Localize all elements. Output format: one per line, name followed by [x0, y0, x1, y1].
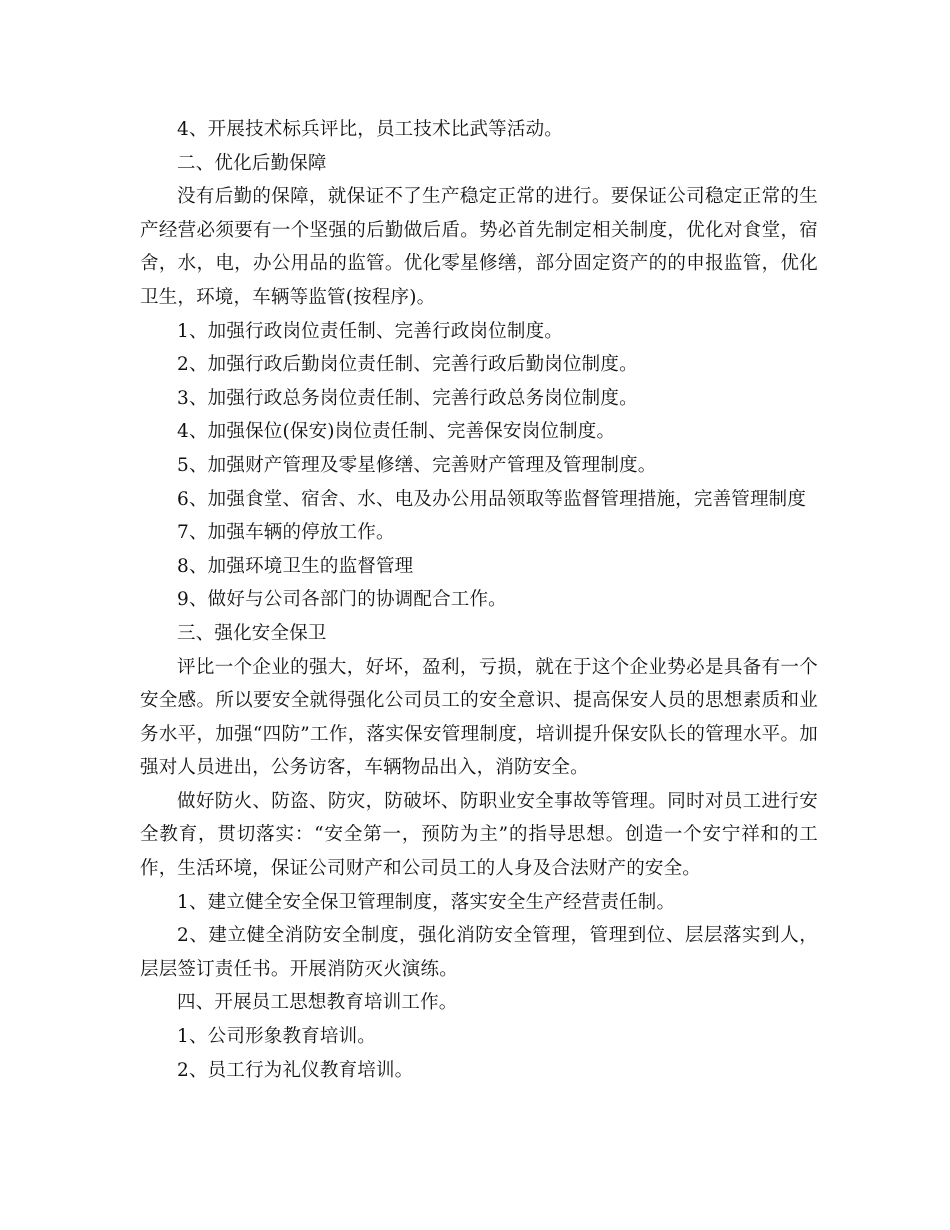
- list-item: 1、加强行政岗位责任制、完善行政岗位制度。: [177, 320, 563, 342]
- section-heading: 三、强化安全保卫: [177, 622, 327, 644]
- document-body: [140, 113, 818, 1087]
- list-item: 2、加强行政后勤岗位责任制、完善行政后勤岗位制度。: [177, 354, 638, 376]
- list-item: 4、加强保位(保安)岗位责任制、完善保安岗位制度。: [177, 421, 616, 443]
- list-item: 3、加强行政总务岗位责任制、完善行政总务岗位制度。: [177, 387, 638, 409]
- section-heading: 二、优化后勤保障: [177, 152, 327, 174]
- list-item: 1、建立健全安全保卫管理制度，落实安全生产经营责任制。: [177, 891, 676, 913]
- body-paragraph: 评比一个企业的强大，好坏，盈利，亏损，就在于这个企业势必是具备有一个安全感。所以要安全就得强化公司员工的安全意识、提高保安人员的思想素质和业务水平，加强“四防”工作，落实保安管理制度，培训提升保安队长的管理水平。加强对人员进出，公务访客，车辆物品出入，消防安全。: [140, 656, 818, 779]
- list-item: 1、公司形象教育培训。: [177, 1026, 376, 1048]
- section-heading: 四、开展员工思想教育培训工作。: [177, 992, 458, 1014]
- list-item: 7、加强车辆的停放工作。: [177, 522, 395, 544]
- body-paragraph: 没有后勤的保障，就保证不了生产稳定正常的进行。要保证公司稳定正常的生产经营必须要有一个坚强的后勤做后盾。势必首先制定相关制度，优化对食堂，宿舍，水，电，办公用品的监管。优化零星修缮，部分固定资产的的申报监管，优化卫生，环境，车辆等监管(按程序)。: [140, 186, 818, 308]
- list-item: 2、员工行为礼仪教育培训。: [177, 1059, 414, 1081]
- list-item: 4、开展技术标兵评比，员工技术比武等活动。: [177, 119, 563, 140]
- body-paragraph: 做好防火、防盗、防灾，防破坏、防职业安全事故等管理。同时对员工进行安全教育，贯切落实：“安全第一，预防为主”的指导思想。创造一个安宁祥和的工作，生活环境，保证公司财产和公司员工的人身及合法财产的安全。: [140, 790, 818, 880]
- list-item: 9、做好与公司各部门的协调配合工作。: [177, 589, 507, 611]
- list-item: 5、加强财产管理及零星修缮、完善财产管理及管理制度。: [177, 454, 657, 476]
- list-item: 8、加强环境卫生的监督管理: [177, 555, 414, 577]
- list-item: 6、加强食堂、宿舍、水、电及办公用品领取等监督管理措施，完善管理制度: [177, 488, 807, 510]
- list-item: 2、建立健全消防安全制度，强化消防安全管理，管理到位、层层落实到人，层层签订责任书。开展消防灭火演练。: [140, 925, 818, 980]
